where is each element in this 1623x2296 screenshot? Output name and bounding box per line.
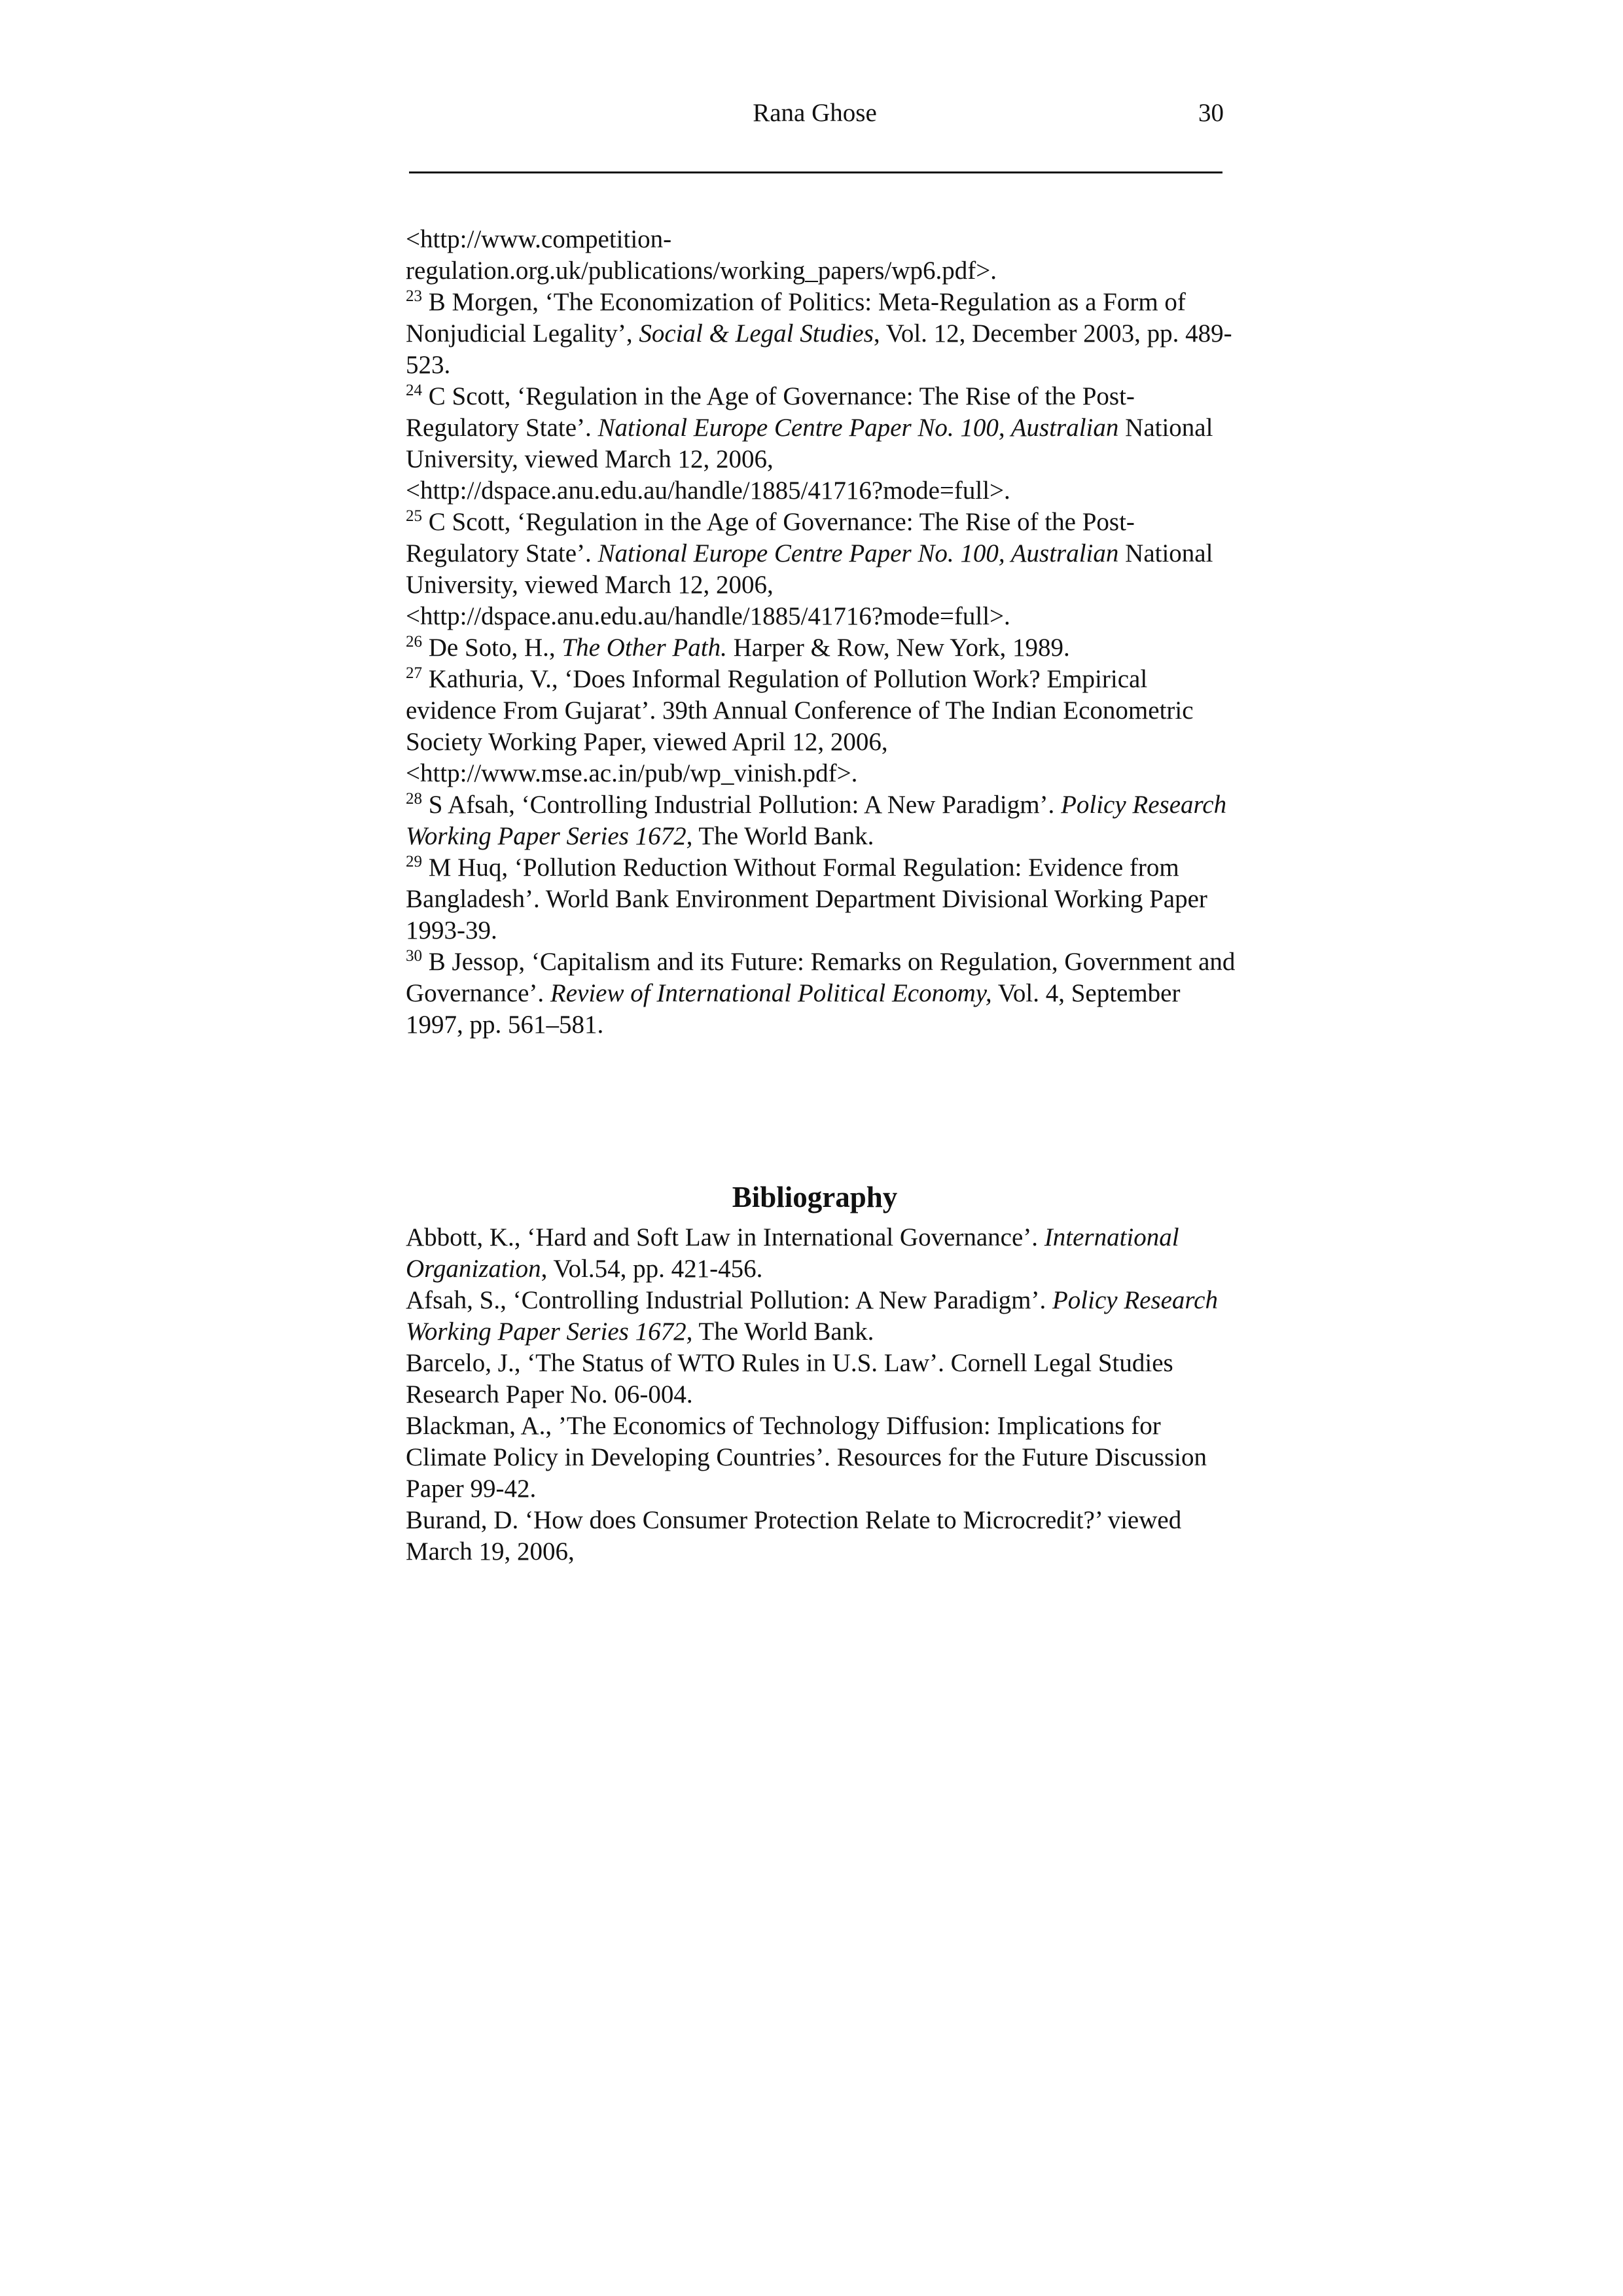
note-text: Harper & Row, New York, 1989. xyxy=(726,634,1070,662)
entry-text: Blackman, A., ’The Economics of Technology Diffusion: Implications for Climate Policy in Developing Countries’. Resources for the Future Discussion Paper 99-42. xyxy=(406,1412,1207,1503)
note-text: , Vol. 12, December 2003, pp. 489-523. xyxy=(406,319,1232,379)
note-text: B Morgen, ‘The Economization of Politics: Meta-Regulation as a Form of Nonjudicial Legality’, xyxy=(406,288,1186,348)
entry-text: Afsah, S., ‘Controlling Industrial Pollution: A New Paradigm’. xyxy=(406,1286,1052,1314)
bib-entry-blackman xyxy=(406,1410,1237,1505)
note-number: 25 xyxy=(406,507,422,525)
note-title: Policy Research Working Paper Series 1672, xyxy=(406,791,1227,850)
note-carryover xyxy=(406,224,1237,287)
note-number: 30 xyxy=(406,947,422,965)
note-title: Review of International Political Economy, xyxy=(550,979,992,1007)
endnotes xyxy=(406,224,1237,1041)
note-text: C Scott, ‘Regulation in the Age of Governance: The Rise of the Post-Regulatory State’. xyxy=(406,382,1135,442)
bib-entry-afsah xyxy=(406,1285,1237,1348)
note-text: Kathuria, V., ‘Does Informal Regulation of Pollution Work? Empirical evidence From Gujarat’. 39th Annual Conference of The Indian Econometric Society Working Paper, viewed April 12, 2006, xyxy=(406,665,1194,756)
note-title: National Europe Centre Paper No. 100, Australian xyxy=(597,539,1119,567)
note-text: B Jessop, ‘Capitalism and its Future: Remarks on Regulation, Government and Governance’. xyxy=(406,948,1236,1007)
note-30 xyxy=(406,946,1237,1041)
note-title: The Other Path. xyxy=(562,634,727,662)
note-text: M Huq, ‘Pollution Reduction Without Formal Regulation: Evidence from Bangladesh’. World Bank Environment Department Divisional Working Paper 1993-39. xyxy=(406,853,1207,944)
note-text: S Afsah, ‘Controlling Industrial Pollution: A New Paradigm’. xyxy=(422,791,1061,819)
note-number: 26 xyxy=(406,633,422,651)
page-number: 30 xyxy=(1198,99,1224,127)
note-text: National University, viewed March 12, 2006, xyxy=(406,414,1213,473)
note-number: 28 xyxy=(406,790,422,808)
bib-entry-burand xyxy=(406,1505,1237,1568)
note-url[interactable]: <http://dspace.anu.edu.au/handle/1885/41716?mode=full>. xyxy=(406,476,1010,505)
note-25 xyxy=(406,507,1237,632)
bib-entry-barcelo xyxy=(406,1348,1237,1410)
note-24 xyxy=(406,381,1237,507)
note-28 xyxy=(406,789,1237,852)
note-23 xyxy=(406,287,1237,381)
entry-title: Policy Research Working Paper Series 1672, xyxy=(406,1286,1218,1346)
note-title: Social & Legal Studies xyxy=(639,319,874,348)
note-number: 27 xyxy=(406,664,422,682)
running-header xyxy=(406,90,1224,136)
note-26 xyxy=(406,632,1237,664)
note-text: De Soto, H., xyxy=(422,634,562,662)
note-text: Vol. 4, September 1997, pp. 561–581. xyxy=(406,979,1181,1039)
header-rule xyxy=(409,171,1222,173)
note-number: 23 xyxy=(406,287,422,305)
note-number: 24 xyxy=(406,382,422,399)
header-author: Rana Ghose xyxy=(753,99,877,127)
note-number: 29 xyxy=(406,853,422,870)
bibliography-list xyxy=(406,1222,1237,1568)
bibliography-heading: Bibliography xyxy=(732,1181,898,1214)
note-text: National University, viewed March 12, 2006, xyxy=(406,539,1213,599)
bib-entry-abbott xyxy=(406,1222,1237,1285)
note-29 xyxy=(406,852,1237,946)
note-title: National Europe Centre Paper No. 100, Australian xyxy=(597,414,1119,442)
entry-text: Burand, D. ‘How does Consumer Protection Relate to Microcredit?’ viewed March 19, 2006, xyxy=(406,1506,1182,1566)
note-url[interactable]: <http://www.mse.ac.in/pub/wp_vinish.pdf>. xyxy=(406,759,858,787)
note-text: C Scott, ‘Regulation in the Age of Governance: The Rise of the Post-Regulatory State’. xyxy=(406,508,1135,567)
entry-text: , Vol.54, pp. 421-456. xyxy=(541,1255,763,1283)
entry-text: Abbott, K., ‘Hard and Soft Law in International Governance’. xyxy=(406,1223,1044,1251)
entry-title: International Organization xyxy=(406,1223,1179,1283)
carryover-url-line2[interactable]: regulation.org.uk/publications/working_papers/wp6.pdf>. xyxy=(406,257,997,285)
note-text: The World Bank. xyxy=(692,822,874,850)
carryover-url-line1[interactable]: <http://www.competition- xyxy=(406,225,672,253)
entry-text: Barcelo, J., ‘The Status of WTO Rules in U.S. Law’. Cornell Legal Studies Research Paper No. 06-004. xyxy=(406,1349,1173,1408)
note-url[interactable]: <http://dspace.anu.edu.au/handle/1885/41716?mode=full>. xyxy=(406,602,1010,630)
entry-text: The World Bank. xyxy=(692,1318,874,1346)
note-27 xyxy=(406,664,1237,789)
